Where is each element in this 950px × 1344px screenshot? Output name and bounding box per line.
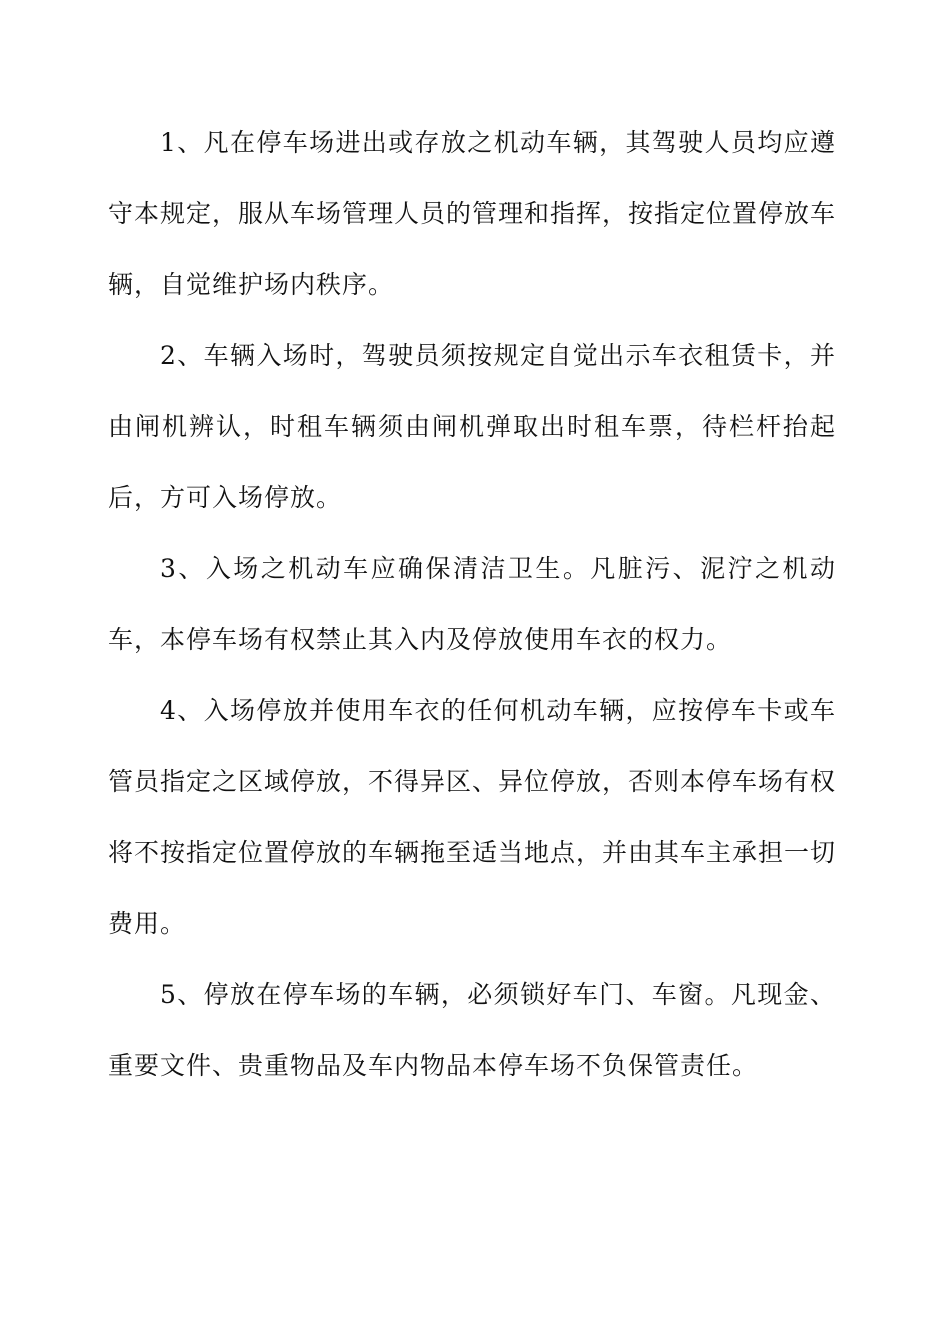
paragraph-rule-2: 2、车辆入场时，驾驶员须按规定自觉出示车衣租赁卡，并由闸机辨认，时租车辆须由闸机弹取出时租车票，待栏杆抬起后，方可入场停放。 (108, 341, 836, 512)
paragraph-rule-3: 3、入场之机动车应确保清洁卫生。凡脏污、泥泞之机动车，本停车场有权禁止其入内及停放使用车衣的权力。 (108, 554, 836, 654)
paragraph-rule-5: 5、停放在停车场的车辆，必须锁好车门、车窗。凡现金、重要文件、贵重物品及车内物品本停车场不负保管责任。 (108, 980, 836, 1080)
paragraph-rule-4: 4、入场停放并使用车衣的任何机动车辆，应按停车卡或车管员指定之区域停放，不得异区、异位停放，否则本停车场有权将不按指定位置停放的车辆拖至适当地点，并由其车主承担一切费用。 (108, 696, 837, 938)
document-body (108, 107, 836, 1101)
paragraph-rule-1: 1、凡在停车场进出或存放之机动车辆，其驾驶人员均应遵守本规定，服从车场管理人员的管理和指挥，按指定位置停放车辆，自觉维护场内秩序。 (108, 128, 837, 299)
